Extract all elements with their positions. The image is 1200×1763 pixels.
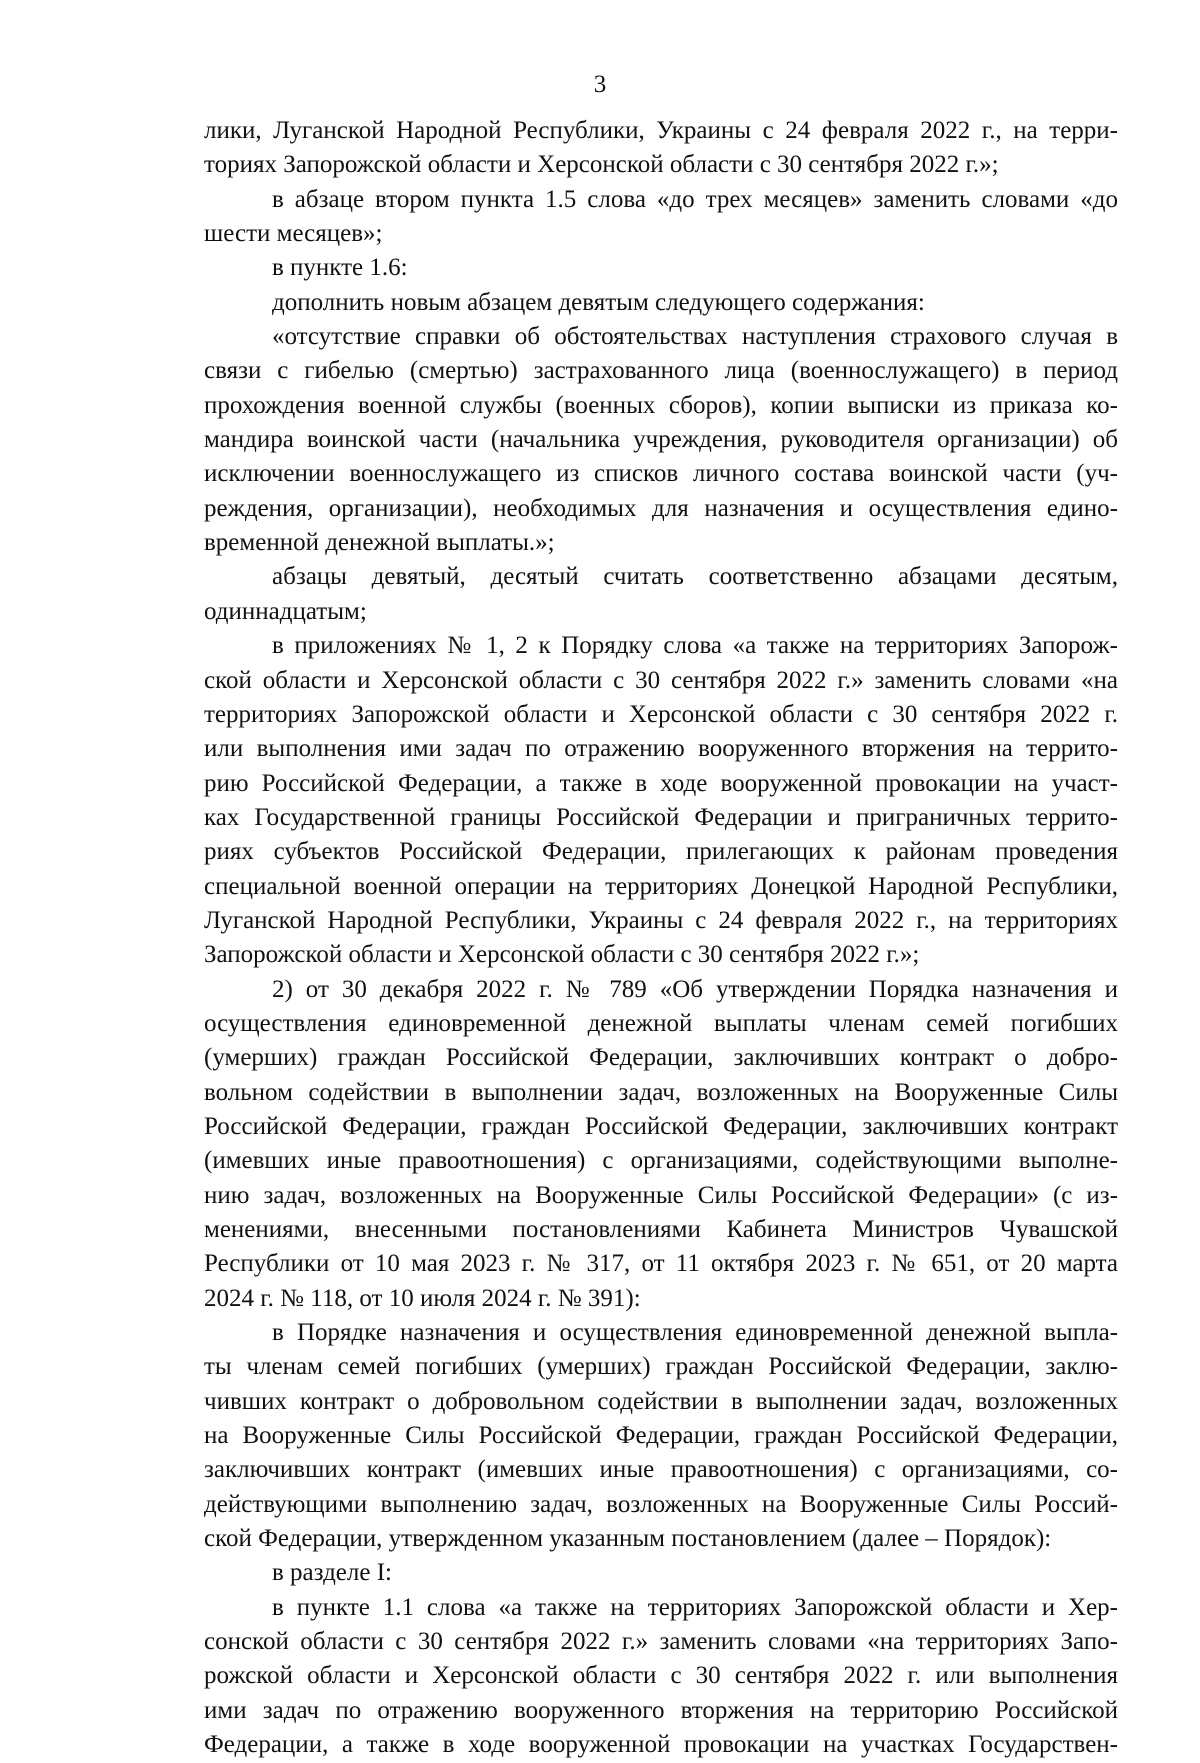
text-line: осуществления единовременной денежной выплаты членам семей погибших [204, 1009, 1118, 1037]
text-line: исключении военнослужащего из списков личного состава воинской части (уч- [204, 460, 1118, 488]
text-line: прохождения военной службы (военных сборов), копии выписки из приказа ко- [204, 391, 1118, 419]
text-line: рожской области и Херсонской области с 30 сентября 2022 г. или выполнения [204, 1662, 1118, 1690]
text-line: ты членам семей погибших (умерших) граждан Российской Федерации, заклю- [204, 1353, 1118, 1381]
text-line: территориях Запорожской области и Херсонской области с 30 сентября 2022 г. [204, 700, 1118, 728]
text-line: в приложениях № 1, 2 к Порядку слова «а также на территориях Запорож- [272, 632, 1118, 660]
text-line: сонской области с 30 сентября 2022 г.» заменить словами «на территориях Запо- [204, 1628, 1118, 1656]
text-line: «отсутствие справки об обстоятельствах наступления страхового случая в [272, 323, 1118, 351]
text-line: чивших контракт о добровольном содействии в выполнении задач, возложенных [204, 1387, 1118, 1415]
text-line: ской области и Херсонской области с 30 сентября 2022 г.» заменить словами «на [204, 666, 1118, 694]
text-line: в пункте 1.6: [272, 254, 408, 282]
text-line: риях субъектов Российской Федерации, прилегающих к районам проведения [204, 838, 1118, 866]
text-line: (умерших) граждан Российской Федерации, заключивших контракт о добро- [204, 1044, 1118, 1072]
text-line: или выполнения ими задач по отражению вооруженного вторжения на террито- [204, 735, 1118, 763]
text-line: заключивших контракт (имевших иные правоотношения) с организациями, со- [204, 1456, 1118, 1484]
text-line: ской Федерации, утвержденном указанным постановлением (далее – Порядок): [204, 1525, 1052, 1553]
page-number: 3 [593, 71, 607, 98]
text-line: абзацы девятый, десятый считать соответственно абзацами десятым, [272, 563, 1118, 591]
text-line: Луганской Народной Республики, Украины с 24 февраля 2022 г., на территориях [204, 906, 1118, 934]
text-line: Федерации, а также в ходе вооруженной провокации на участках Государствен- [204, 1731, 1118, 1759]
text-line: нию задач, возложенных на Вооруженные Силы Российской Федерации» (с из- [204, 1181, 1118, 1209]
text-line: ими задач по отражению вооруженного вторжения на территорию Российской [204, 1696, 1118, 1724]
text-line: Запорожской области и Херсонской области с 30 сентября 2022 г.»; [204, 941, 920, 969]
text-line: Республики от 10 мая 2023 г. № 317, от 11 октября 2023 г. № 651, от 20 марта [204, 1250, 1118, 1278]
text-line: на Вооруженные Силы Российской Федерации, граждан Российской Федерации, [204, 1422, 1118, 1450]
text-line: 2) от 30 декабря 2022 г. № 789 «Об утверждении Порядка назначения и [272, 975, 1118, 1003]
text-line: лики, Луганской Народной Республики, Украины с 24 февраля 2022 г., на терри- [204, 117, 1118, 144]
text-line: ках Государственной границы Российской Федерации и приграничных террито- [204, 803, 1118, 831]
text-line: 2024 г. № 118, от 10 июля 2024 г. № 391): [204, 1284, 641, 1312]
text-line: в Порядке назначения и осуществления единовременной денежной выпла- [272, 1319, 1118, 1347]
text-line: реждения, организации), необходимых для назначения и осуществления едино- [204, 494, 1118, 522]
text-line: Российской Федерации, граждан Российской Федерации, заключивших контракт [204, 1112, 1118, 1140]
text-line: специальной военной операции на территориях Донецкой Народной Республики, [204, 872, 1118, 900]
text-line: менениями, внесенными постановлениями Кабинета Министров Чувашской [204, 1216, 1118, 1243]
text-line: в разделе I: [272, 1559, 392, 1587]
document-text [204, 114, 1118, 1763]
text-line: в абзаце втором пункта 1.5 слова «до трех месяцев» заменить словами «до [272, 185, 1118, 213]
text-line: мандира воинской части (начальника учреждения, руководителя организации) об [204, 426, 1118, 454]
text-line: связи с гибелью (смертью) застрахованного лица (военнослужащего) в период [204, 357, 1118, 385]
text-line: рию Российской Федерации, а также в ходе вооруженной провокации на участ- [204, 769, 1118, 797]
text-line: одиннадцатым; [204, 597, 367, 625]
text-line: действующими выполнению задач, возложенных на Вооруженные Силы Россий- [204, 1490, 1118, 1518]
text-line: вольном содействии в выполнении задач, возложенных на Вооруженные Силы [204, 1078, 1118, 1106]
text-line: (имевших иные правоотношения) с организациями, содействующими выполне- [204, 1147, 1118, 1175]
text-line: временной денежной выплаты.»; [204, 529, 555, 557]
text-line: шести месяцев»; [204, 220, 383, 248]
text-line: дополнить новым абзацем девятым следующего содержания: [272, 288, 925, 316]
text-line: в пункте 1.1 слова «а также на территориях Запорожской области и Хер- [272, 1593, 1118, 1621]
text-line: ториях Запорожской области и Херсонской области с 30 сентября 2022 г.»; [204, 151, 999, 179]
